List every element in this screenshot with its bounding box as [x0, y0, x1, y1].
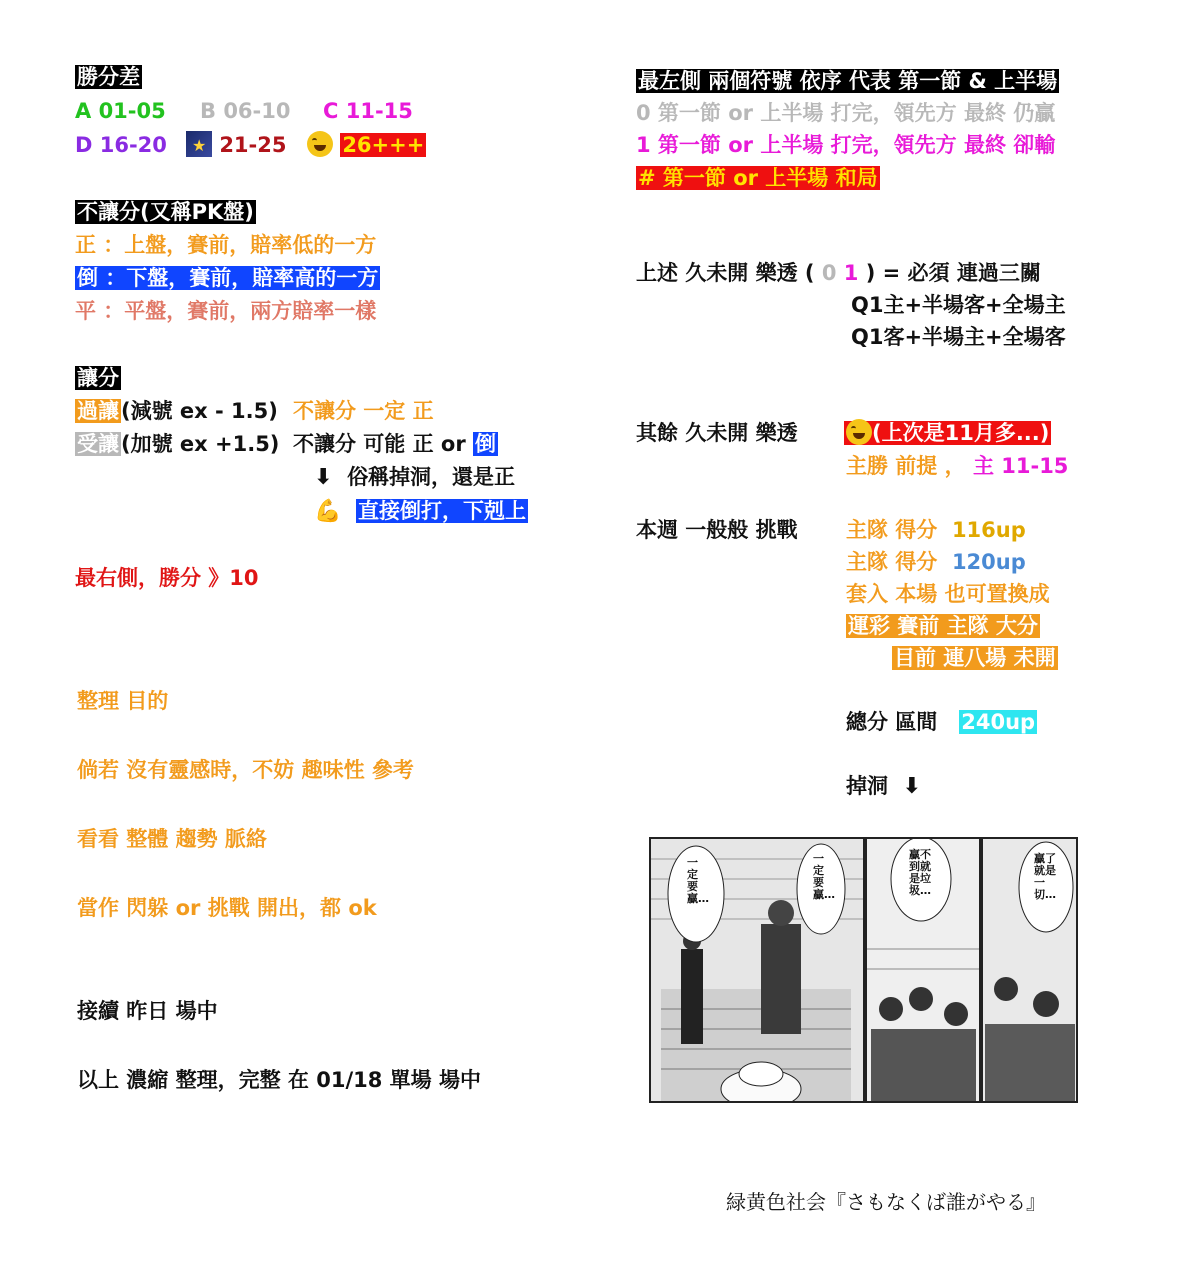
laughing-emoji-icon: [846, 419, 872, 445]
purpose-line-1: 倘若 沒有靈感時，不妨 趣味性 參考: [77, 758, 414, 782]
week-challenge-label: 本週 一般般 挑戰: [636, 518, 798, 542]
week-challenge-1: 主隊 得分 116up: [846, 518, 1026, 542]
range-b: B 06-10: [200, 99, 291, 123]
pk-zheng: 正 ：上盤，賽前，賠率低的一方: [75, 233, 377, 257]
bubble-text-3: 贏不到就是垃圾…: [909, 848, 931, 897]
bubble-text-2: 一定要贏…: [813, 852, 835, 901]
range-d: D 16-20: [75, 133, 167, 157]
upset-note: 💪 直接倒打，下剋上: [314, 499, 527, 524]
purpose-line-3: 當作 閃躲 or 挑戰 開出，都 ok: [77, 896, 377, 920]
week-challenge-5: 目前 連八場 未開: [894, 646, 1056, 670]
laughing-emoji-icon: [307, 131, 333, 157]
section-title-win-margin: 勝分差: [77, 65, 140, 89]
week-challenge-4: 運彩 賽前 主隊 大分: [848, 614, 1038, 638]
total-range: 總分 區間 240up: [846, 710, 1036, 734]
symbols-heading: 最左側 兩個符號 依序 代表 第一節 & 上半場: [638, 69, 1058, 93]
section-title-pk: 不讓分(又稱PK盤): [77, 200, 254, 224]
combo-2: Q1客+半場主+全場客: [851, 325, 1066, 349]
section-title-handicap: 讓分: [77, 366, 119, 390]
week-challenge-2: 主隊 得分 120up: [846, 550, 1026, 574]
symbol-hash: # 第一節 or 上半場 和局: [638, 166, 878, 190]
symbol-one: 1 第一節 or 上半場 打完，領先方 最終 卻輸: [636, 133, 1056, 157]
pk-dao: 倒 ：下盤，賽前，賠率高的一方: [77, 266, 379, 290]
lottery-above: 上述 久未開 樂透 ( 0 1 ) = 必須 連過三關: [636, 261, 1041, 285]
down-arrow-icon: ⬇: [314, 465, 333, 490]
handicap-give-note: 不讓分 一定 正: [293, 399, 434, 423]
flexed-bicep-icon: 💪: [314, 499, 342, 524]
range-f: 26+++: [307, 131, 426, 159]
range-c: C 11-15: [323, 99, 413, 123]
summary-note: 以上 濃縮 整理，完整 在 01/18 單場 場中: [77, 1068, 481, 1092]
lottery-rest-condition: 主勝 前提 ， 主 11-15: [846, 454, 1069, 478]
down-arrow-icon: ⬇: [902, 774, 922, 799]
star-tile-icon: [186, 131, 212, 157]
bubble-text-1: 一定要贏…: [687, 856, 709, 905]
manga-image: [649, 837, 1078, 1103]
bubble-text-4: 贏了就是一切…: [1034, 852, 1056, 901]
continue-note: 接續 昨日 場中: [77, 999, 218, 1023]
lottery-rest-tag: (上次是11月多...): [844, 419, 1051, 447]
handicap-receive: 受讓(加號 ex +1.5): [77, 432, 280, 456]
purpose-line-2: 看看 整體 趨勢 脈絡: [77, 827, 267, 851]
song-credit: 緑黄色社会『さもなくば誰がやる』: [726, 1190, 1046, 1214]
purpose-title: 整理 目的: [77, 689, 169, 713]
lottery-rest-label: 其餘 久未開 樂透: [636, 421, 798, 445]
drop-hole: 掉洞 ⬇: [846, 774, 922, 799]
pk-ping: 平 ：平盤，賽前，兩方賠率一樣: [75, 299, 377, 323]
range-e: ★ 21-25: [186, 131, 286, 159]
range-a: A 01-05: [75, 99, 166, 123]
handicap-give: 過讓(減號 ex - 1.5): [77, 399, 278, 423]
rightmost-note: 最右側，勝分 》10: [75, 566, 259, 590]
symbol-zero: 0 第一節 or 上半場 打完，領先方 最終 仍贏: [636, 101, 1056, 125]
handicap-receive-note: 不讓分 可能 正 or 倒: [293, 432, 497, 456]
week-challenge-3: 套入 本場 也可置換成: [846, 582, 1050, 606]
drop-note: ⬇ 俗稱掉洞，還是正: [314, 465, 516, 490]
combo-1: Q1主+半場客+全場主: [851, 293, 1066, 317]
